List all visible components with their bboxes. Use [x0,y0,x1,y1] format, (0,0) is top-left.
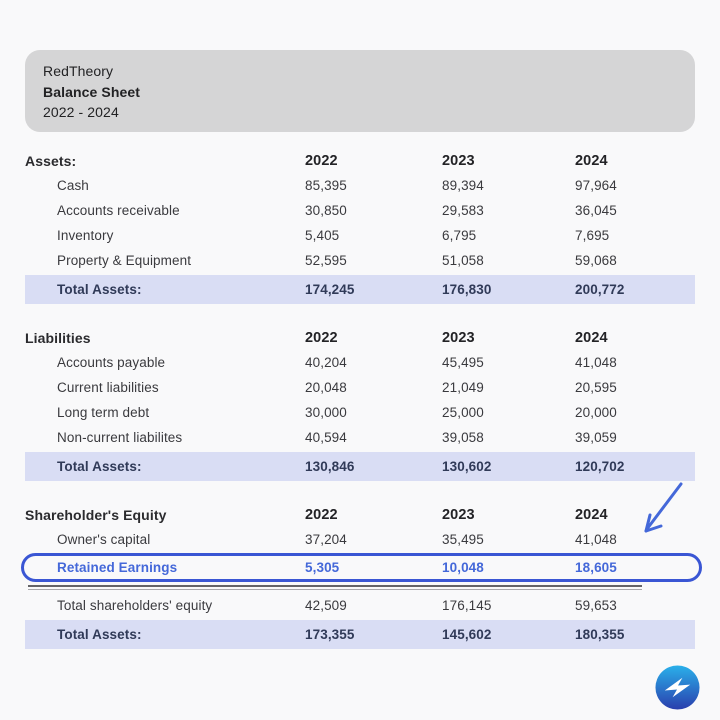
total-2023: 145,602 [442,627,492,642]
row-label: Accounts payable [57,355,166,370]
value-2024: 59,653 [575,598,617,613]
section-equity [25,502,695,649]
value-2024: 36,045 [575,203,617,218]
column-header-2023: 2023 [442,506,475,523]
row-label: Property & Equipment [57,253,192,268]
value-2024: 41,048 [575,532,617,547]
value-2022: 30,850 [305,203,347,218]
value-2022: 5,405 [305,228,340,243]
value-2024: 20,000 [575,405,617,420]
column-header-2024: 2024 [575,329,608,346]
section-header-row [25,502,695,527]
total-2022: 130,846 [305,459,355,474]
value-2022: 20,048 [305,380,347,395]
total-assets-row [25,275,695,304]
balance-sheet-table [25,148,695,649]
table-row [25,527,695,552]
lightning-bolt-logo-icon [654,664,701,711]
total-label: Total Assets: [57,282,142,297]
value-2024: 39,059 [575,430,617,445]
value-2024: 97,964 [575,178,617,193]
section-label: Liabilities [25,329,91,346]
total-2023: 130,602 [442,459,492,474]
table-row [25,425,695,450]
row-label: Retained Earnings [57,559,178,575]
column-header-2024: 2024 [575,506,608,523]
total-2023: 176,830 [442,282,492,297]
table-row [25,375,695,400]
header-card [25,50,695,132]
value-2023: 35,495 [442,532,484,547]
section-liabilities [25,325,695,481]
value-2023: 176,145 [442,598,492,613]
row-label: Accounts receivable [57,203,180,218]
page-title: Balance Sheet [43,83,141,100]
table-row [25,223,695,248]
table-row [25,248,695,273]
total-liabilities-row [25,452,695,481]
value-2023: 25,000 [442,405,484,420]
value-2022: 52,595 [305,253,347,268]
section-label: Shareholder's Equity [25,506,167,523]
table-row [25,400,695,425]
period-label: 2022 - 2024 [43,104,119,120]
row-label: Cash [57,178,89,193]
value-2022: 42,509 [305,598,347,613]
column-header-2022: 2022 [305,329,338,346]
value-2023: 29,583 [442,203,484,218]
value-2023: 21,049 [442,380,484,395]
column-header-2022: 2022 [305,506,338,523]
table-row [25,198,695,223]
double-rule-divider [28,585,642,590]
section-header-row [25,148,695,173]
value-2022: 40,594 [305,430,347,445]
total-row-bottom [25,620,695,649]
column-header-2024: 2024 [575,152,608,169]
value-2022: 30,000 [305,405,347,420]
total-label: Total Assets: [57,627,142,642]
total-label: Total Assets: [57,459,142,474]
total-2024: 200,772 [575,282,625,297]
value-2024: 20,595 [575,380,617,395]
row-label: Long term debt [57,405,150,420]
value-2023: 6,795 [442,228,477,243]
value-2022: 40,204 [305,355,347,370]
value-2023: 10,048 [442,559,484,575]
total-2022: 173,355 [305,627,355,642]
row-label: Owner's capital [57,532,151,547]
table-row [25,350,695,375]
value-2022: 85,395 [305,178,347,193]
value-2023: 45,495 [442,355,484,370]
row-label: Non-current liabilites [57,430,183,445]
value-2022: 37,204 [305,532,347,547]
value-2023: 89,394 [442,178,484,193]
table-row [25,173,695,198]
value-2024: 41,048 [575,355,617,370]
value-2024: 7,695 [575,228,610,243]
value-2023: 51,058 [442,253,484,268]
total-2024: 180,355 [575,627,625,642]
value-2024: 18,605 [575,559,617,575]
row-label: Total shareholders' equity [57,598,213,613]
value-2023: 39,058 [442,430,484,445]
column-header-2023: 2023 [442,152,475,169]
section-label: Assets: [25,152,77,169]
section-header-row [25,325,695,350]
column-header-2023: 2023 [442,329,475,346]
value-2024: 59,068 [575,253,617,268]
section-assets [25,148,695,304]
retained-earnings-row [25,552,695,582]
company-name: RedTheory [43,63,114,79]
row-label: Inventory [57,228,114,243]
column-header-2022: 2022 [305,152,338,169]
total-2022: 174,245 [305,282,355,297]
total-2024: 120,702 [575,459,625,474]
total-shareholders-equity-row [25,593,695,618]
value-2022: 5,305 [305,559,340,575]
row-label: Current liabilities [57,380,159,395]
